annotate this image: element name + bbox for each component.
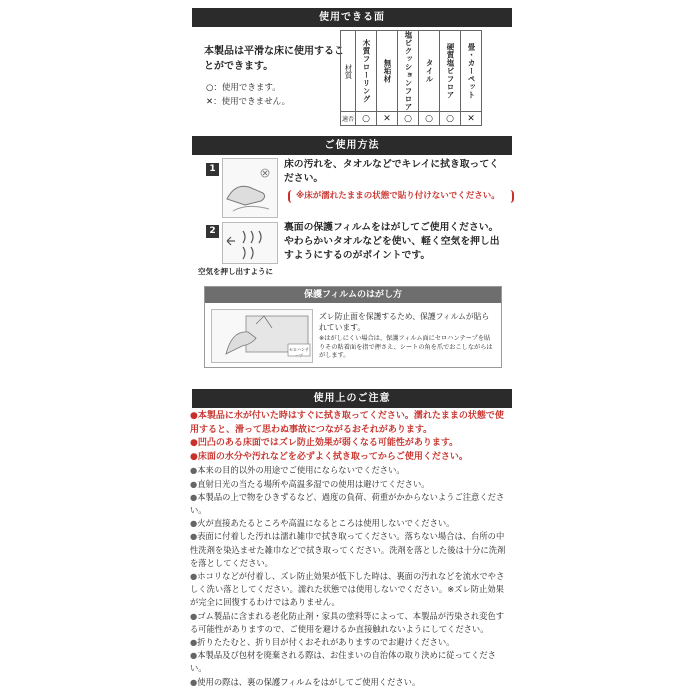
caution-red-item: ●床面の水分や汚れなどを必ずよく拭き取ってからご使用ください。 [190, 451, 468, 462]
caution-red-item: ●凹凸のある床面ではズレ防止効果が弱くなる可能性があります。 [190, 438, 459, 449]
step-2-number: 2 [206, 225, 219, 238]
surface-col-3: タイル [419, 31, 440, 112]
surface-col-4: 硬質塩ビフロア [440, 31, 461, 112]
push-air-illustration [222, 222, 278, 264]
caution-item: ●ゴム製品に含まれる老化防止剤・家具の塗料等によって、本製品が汚染され変色する可能性がありますので、ご使用を避けるか直接触れないようにしてください。 [190, 610, 505, 634]
caution-item: ●本来の目的以外の用途でご使用にならないでください。 [190, 465, 405, 476]
material-row-label: 材質 [341, 31, 356, 112]
surface-mark-2: ○ [398, 112, 419, 126]
film-peel-illustration [211, 309, 313, 363]
step-1-warning: ※床が濡れたままの状態で貼り付けないでください。 [288, 190, 514, 203]
film-peel-box [204, 286, 502, 368]
step-1-number: 1 [206, 163, 219, 176]
caution-item: ●折りたたむと、折り目が付くおそれがありますのでお避けください。 [190, 637, 455, 648]
usable-surface-header: 使用できる面 [192, 8, 512, 27]
surface-mark-0: ○ [356, 112, 377, 126]
legend-ok: ○：使用できます。 [206, 83, 281, 93]
surface-mark-3: ○ [419, 112, 440, 126]
howto-header: ご使用方法 [192, 136, 512, 155]
caution-list [190, 410, 510, 689]
film-peel-text: ズレ防止面を保護するため、保護フィルムが貼られています。 [319, 312, 490, 332]
surface-mark-5: ✕ [461, 112, 482, 126]
surface-col-5: 畳・カーペット [461, 31, 482, 112]
caution-item: ●使用の際は、裏の保護フィルムをはがしてご使用ください。 [190, 676, 421, 687]
surface-mark-4: ○ [440, 112, 461, 126]
surface-mark-1: ✕ [377, 112, 398, 126]
step-2-caption: 空気を押し出すように [198, 267, 273, 276]
film-peel-note: ※はがしにくい場合は、保護フィルム面にセロハンテープを貼りその粘着面を指で押さえ、シートの角を爪でおこしながらはがします。 [319, 335, 493, 360]
wipe-floor-illustration [222, 158, 278, 218]
legend-ng: ✕：使用できません。 [206, 97, 291, 107]
caution-item: ●直射日光の当たる場所や高温多湿での使用は避けてください。 [190, 478, 430, 489]
caution-item: ●本製品及び包材を廃棄される際は、お住まいの自治体の取り決めに従ってください。 [190, 650, 496, 674]
caution-item: ●ホコリなどが付着し、ズレ防止効果が低下した時は、裏面の汚れなどを流水でやさしく洗い落としてください。濡れた状態では使用しないでください。※ズレ防止効果が完全に回復するわけではありません。 [190, 571, 505, 608]
caution-item: ●火が直接あたるところや高温になるところは使用しないでください。 [190, 518, 455, 529]
surface-col-2: 塩ビクッションフロア [398, 31, 419, 112]
caution-red-item: ●本製品に水が付いた時はすぐに拭き取ってください。濡れたままの状態で使用すると、滑って思わぬ事故につながるおそれがあります。 [190, 411, 504, 435]
suitability-row-label: 適否 [341, 112, 356, 126]
tape-label: セロハンテープ [289, 347, 309, 358]
usable-description: 本製品は平滑な床に使用することができます。 [204, 46, 344, 72]
surface-col-0: 木質フローリング [356, 31, 377, 112]
surface-col-1: 無垢材 [377, 31, 398, 112]
surface-table [340, 30, 482, 126]
film-peel-header: 保護フィルムのはがし方 [205, 287, 501, 303]
step-1-text: 床の汚れを、タオルなどでキレイに拭き取ってください。 [284, 159, 499, 184]
caution-header: 使用上のご注意 [192, 389, 512, 408]
caution-item: ●本製品の上で物をひきずるなど、過度の負荷、荷重がかからないようご注意ください。 [190, 491, 505, 515]
caution-item: ●表面に付着した汚れは濡れ雑巾で拭き取ってください。落ちない場合は、台所の中性洗剤を染込ませた雑巾などで拭き取ってください。洗剤を落とした後は十分に洗剤を落としてください。 [190, 531, 506, 568]
step-2-text: 裏面の保護フィルムをはがしてご使用ください。やわらかいタオルなどを使い、軽く空気を押し出すようにするのがポイントです。 [284, 222, 500, 261]
